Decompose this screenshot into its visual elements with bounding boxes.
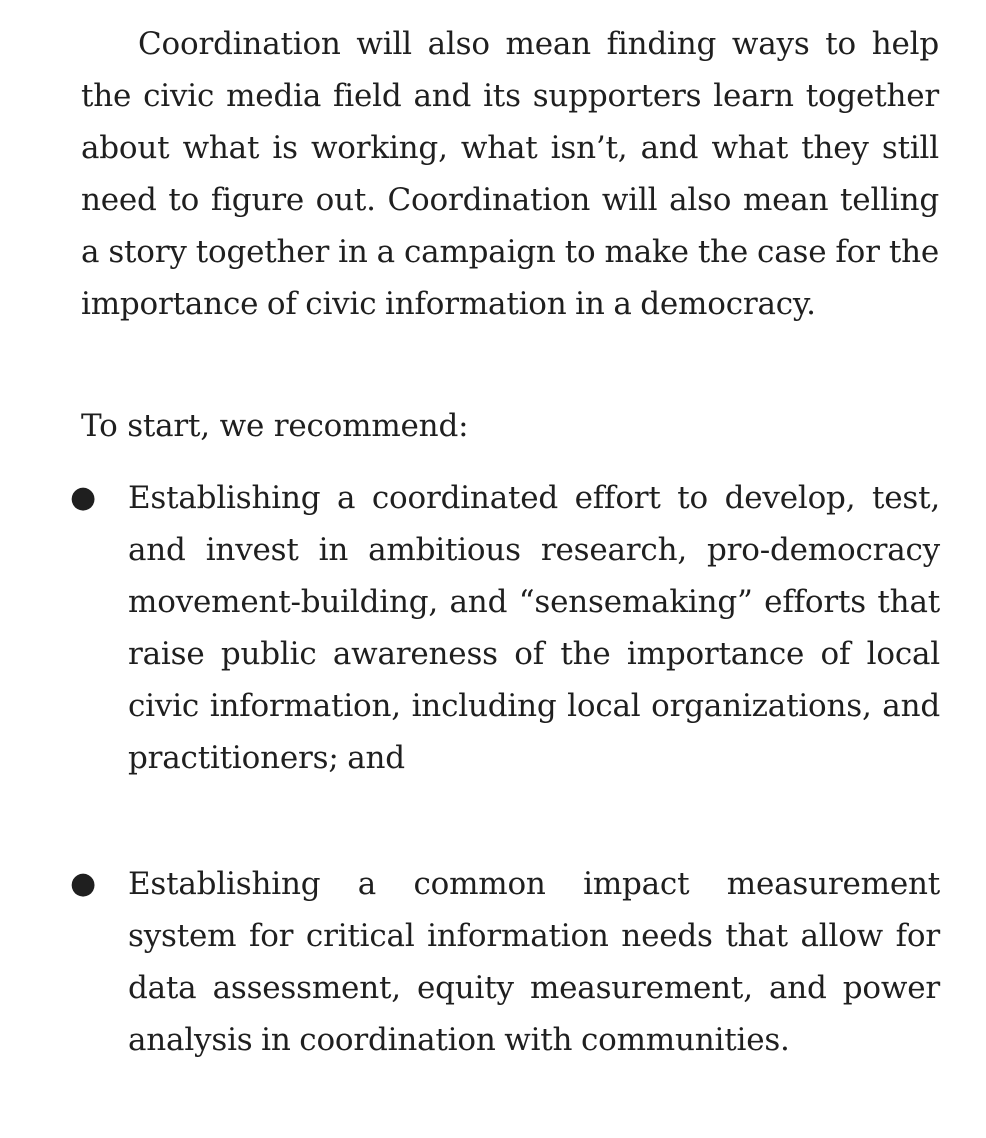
bullet-marker-icon: ● xyxy=(70,866,97,901)
bullet-marker-icon: ● xyxy=(70,480,97,515)
bullet-text: Establishing a coordinated effort to develop, test, and invest in ambitious research, pro-democracy movement-building, and “sensemaking” efforts that raise public awareness of the importance of local civic information, including local organizations, and practitioners; and xyxy=(128,480,940,776)
bullet-text: Establishing a common impact measurement system for critical information needs that allow for data assessment, equity measurement, and power analysis in coordination with communities. xyxy=(128,866,940,1058)
body-paragraph: Coordination will also mean finding ways to help the civic media field and its supporters learn together about what is working, what isn’t, and what they still need to figure out. Coordination will also mean telling a story together in a campaign to make the case for the importance of civic information in a democracy. xyxy=(81,26,939,322)
recommendation-lead-in: To start, we recommend: xyxy=(81,408,469,444)
